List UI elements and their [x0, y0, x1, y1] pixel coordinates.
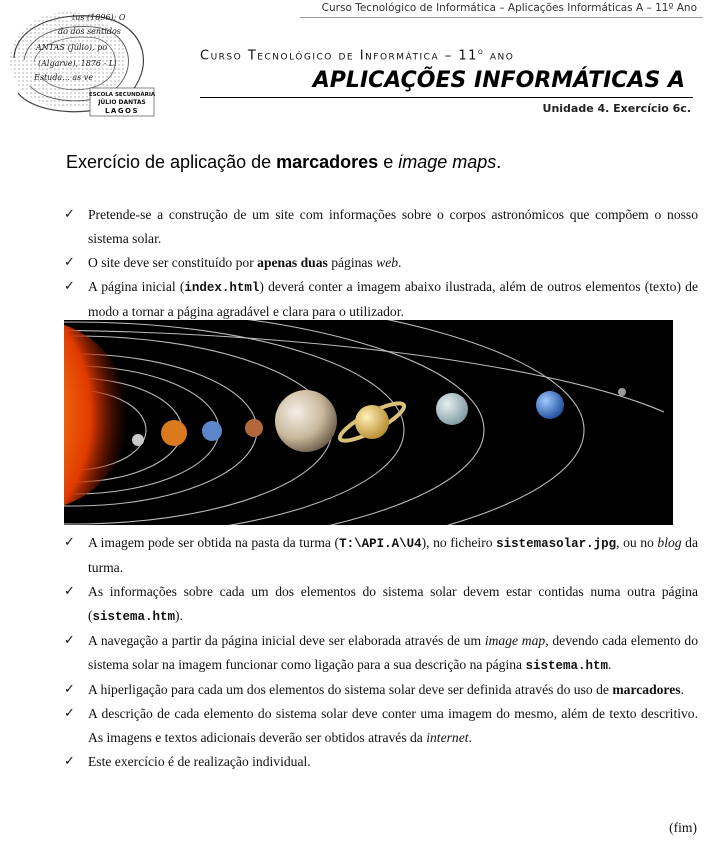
venus-icon — [161, 420, 187, 446]
list-item-text: da turma. — [88, 535, 698, 575]
list-item-text: . — [398, 255, 402, 270]
list-item — [64, 275, 698, 324]
exercise-title-prefix: Exercício de aplicação de — [66, 152, 277, 172]
path-code: T:\API.A\U4 — [339, 537, 422, 551]
logo-handwriting-5: Estuda... as ve — [34, 73, 94, 82]
pluto-icon — [618, 388, 626, 396]
earth-icon — [202, 421, 222, 441]
list-item-text: A descrição de cada elemento do sistema solar deve conter uma imagem do mesmo, além de texto descritivo. As imagens e textos adicionais deverão ser obtidos através da — [88, 706, 698, 745]
list-item-text: A navegação a partir da página inicial deve ser elaborada através de um — [88, 633, 485, 648]
header-rule — [300, 17, 703, 18]
check-icon: ✓ — [64, 754, 75, 769]
subject-rule — [200, 97, 693, 98]
exercise-title-mid: e — [378, 152, 399, 172]
list-item — [64, 203, 698, 251]
exercise-title-suffix: . — [496, 152, 502, 172]
neptune-icon — [536, 391, 564, 419]
list-item — [64, 678, 698, 702]
list-item-text: , devendo cada elemento do sistema solar na imagem funcionar como ligação para a sua descrição na página — [88, 633, 698, 672]
list-item-text: A imagem pode ser obtida na pasta da turma ( — [88, 535, 340, 550]
check-icon: ✓ — [64, 535, 75, 550]
list-item — [64, 531, 698, 580]
list-item-text: A página inicial ( — [88, 279, 185, 294]
school-logo — [6, 8, 156, 118]
list-item — [64, 580, 698, 629]
list-item-italic: internet — [426, 730, 469, 745]
jupiter-icon — [275, 390, 337, 452]
exercise-title-italic: image maps — [398, 152, 497, 172]
list-item-text: Este exercício é de realização individual. — [88, 754, 311, 769]
mars-icon — [245, 419, 263, 437]
check-icon: ✓ — [64, 682, 75, 697]
subject-title: APLICAÇÕES INFORMÁTICAS A — [312, 68, 685, 93]
list-item-bold: apenas duas — [257, 255, 328, 270]
list-item-text: As informações sobre cada um dos elementos do sistema solar devem estar contidas numa outra página ( — [88, 584, 698, 623]
requirements-list-top — [64, 203, 698, 324]
list-item-text: Pretende-se a construção de um site com informações sobre o corpos astronómicos que compõem o nosso sistema solar. — [88, 207, 698, 246]
requirements-list-bottom — [64, 531, 698, 774]
filename-code: index.html — [184, 281, 260, 295]
logo-handwriting-3: ANTAS (Júlio), po — [36, 43, 108, 52]
check-icon: ✓ — [64, 633, 75, 648]
list-item-text: , ou no — [616, 535, 658, 550]
list-item-text: ), no ficheiro — [421, 535, 497, 550]
logo-handwriting-4: (Algarve), 1876 - Li — [38, 59, 117, 68]
logo-handwriting-2: do dos sentidos — [58, 27, 121, 36]
list-item-italic: web — [376, 255, 399, 270]
list-item — [64, 629, 698, 678]
list-item-text: páginas — [327, 255, 377, 270]
solar-system-image — [64, 320, 673, 525]
check-icon: ✓ — [64, 207, 75, 222]
list-item — [64, 750, 698, 774]
course-line — [200, 47, 514, 63]
exercise-title — [66, 152, 501, 173]
check-icon: ✓ — [64, 706, 75, 721]
logo-school-line2: JÚLIO DANTAS — [98, 99, 146, 106]
logo-handwriting-1: tus (1896); O — [72, 13, 126, 22]
list-item-text: . — [468, 730, 472, 745]
check-icon: ✓ — [64, 584, 75, 599]
mercury-icon — [132, 434, 144, 446]
check-icon: ✓ — [64, 255, 75, 270]
list-item-text: . — [680, 682, 684, 697]
list-item-bold: marcadores — [612, 682, 681, 697]
exercise-title-bold: marcadores — [276, 152, 379, 172]
list-item-italic: image map — [484, 633, 546, 648]
list-item-text: O site deve ser constituído por — [88, 255, 258, 270]
logo-school-line1: ESCOLA SECUNDÁRIA — [88, 92, 156, 98]
filename-code: sistema.htm — [92, 610, 176, 624]
unit-label: Unidade 4. Exercício 6c. — [542, 102, 691, 115]
list-item-text: A hiperligação para cada um dos elementos do sistema solar deve ser definida através do uso de — [88, 682, 613, 697]
list-item-text: . — [607, 657, 612, 672]
uranus-icon — [436, 393, 468, 425]
course-year-tail: ano — [484, 48, 515, 64]
running-header: Curso Tecnológico de Informática – Aplicações Informáticas A – 11º Ano — [321, 2, 697, 14]
filename-code: sistemasolar.jpg — [496, 537, 617, 551]
logo-school-line3: LAGOS — [104, 107, 140, 115]
check-icon: ✓ — [64, 279, 75, 294]
list-item-italic: blog — [657, 535, 682, 550]
end-marker: (fim) — [669, 820, 697, 835]
list-item — [64, 702, 698, 750]
list-item-text: ) deverá conter a imagem abaixo ilustrada, além de outros elementos (texto) de modo a tornar a página agradável e clara para o utilizador. — [88, 279, 698, 319]
list-item — [64, 251, 698, 275]
list-item-text: ). — [175, 608, 183, 623]
course-year-ordinal: o — [477, 47, 485, 56]
filename-code: sistema.htm — [525, 659, 608, 673]
course-year: 11 — [458, 48, 478, 64]
course-name: Curso Tecnológico de Informática – — [200, 48, 459, 64]
